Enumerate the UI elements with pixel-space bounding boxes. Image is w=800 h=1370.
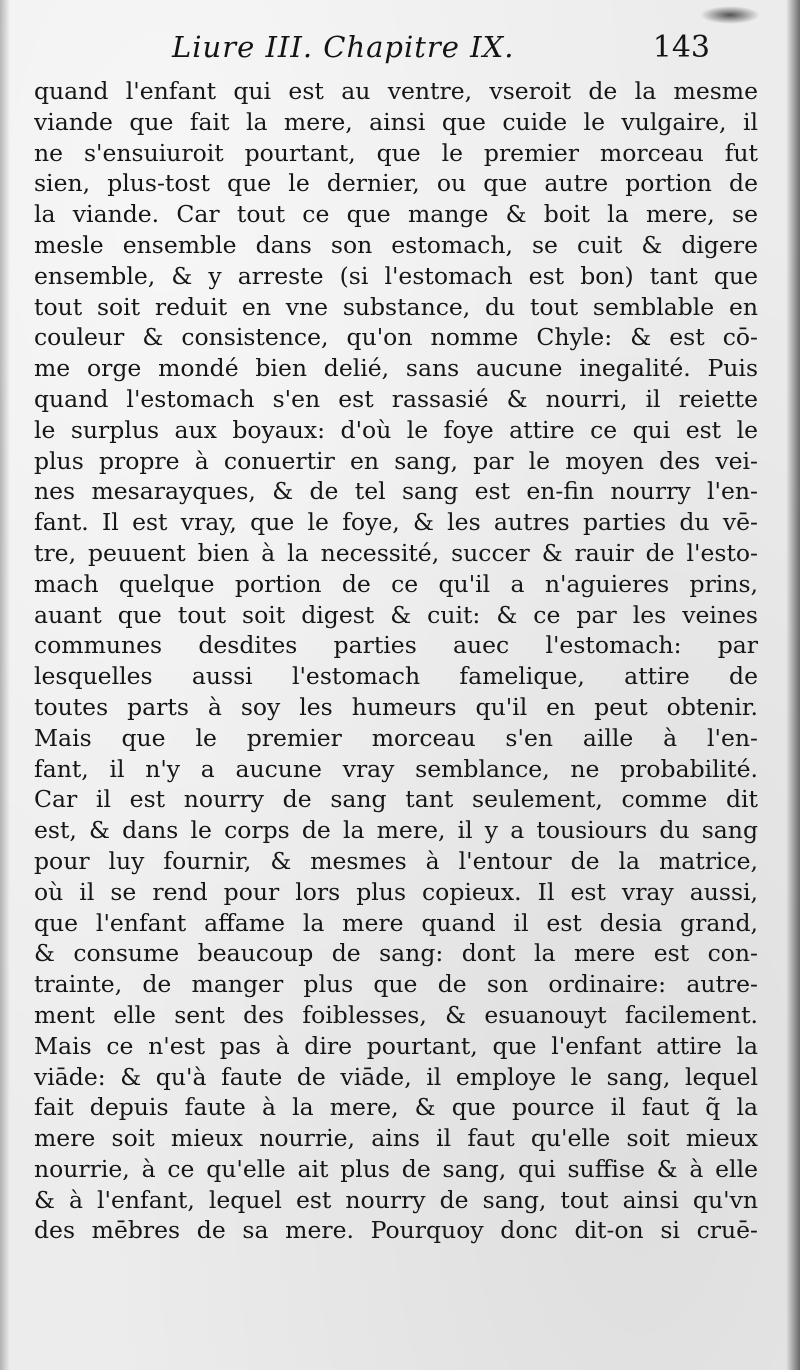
- text-line: nes mesarayques, & de tel sang est en-fin nourry l'en-: [34, 477, 758, 506]
- text-line: fant. Il est vray, que le foye, & les autres parties du vē-: [34, 508, 758, 537]
- text-line: tout soit reduit en vne substance, du tout semblable en: [34, 292, 758, 321]
- text-line: trainte, de manger plus que de son ordinaire: autre-: [34, 970, 758, 999]
- text-line: des mēbres de sa mere. Pourquoy donc dit-on si cruē-: [34, 1216, 758, 1245]
- page-number: 143: [652, 30, 710, 65]
- page-left-shadow: [0, 0, 10, 1370]
- text-line: lesquelles aussi l'estomach famelique, attire de: [34, 662, 758, 691]
- page-right-edge: [786, 0, 800, 1370]
- text-line: tre, peuuent bien à la necessité, succer & rauir de l'esto-: [34, 538, 758, 567]
- text-line: Mais que le premier morceau s'en aille à l'en-: [34, 723, 758, 752]
- text-line: Car il est nourry de sang tant seulement, comme dit: [34, 785, 758, 814]
- text-line: toutes parts à soy les humeurs qu'il en peut obtenir.: [34, 692, 758, 721]
- text-line: ment elle sent des foiblesses, & esuanouyt facilement.: [34, 1000, 758, 1029]
- body-text: [34, 76, 758, 1246]
- text-line: communes desdites parties auec l'estomach: par: [34, 631, 758, 660]
- text-line: viande que fait la mere, ainsi que cuide le vulgaire, il: [34, 107, 758, 136]
- text-line: quand l'estomach s'en est rassasié & nourri, il reiette: [34, 384, 758, 413]
- text-line: ne s'ensuiuroit pourtant, que le premier morceau fut: [34, 138, 758, 167]
- text-line: & à l'enfant, lequel est nourry de sang, tout ainsi qu'vn: [34, 1185, 758, 1214]
- text-line: mesle ensemble dans son estomach, se cuit & digere: [34, 230, 758, 259]
- text-line: viāde: & qu'à faute de viāde, il employe le sang, lequel: [34, 1062, 758, 1091]
- text-line: sien, plus-tost que le dernier, ou que autre portion de: [34, 169, 758, 198]
- text-line: & consume beaucoup de sang: dont la mere est con-: [34, 939, 758, 968]
- text-line: plus propre à conuertir en sang, par le moyen des vei-: [34, 446, 758, 475]
- text-line: mere soit mieux nourrie, ains il faut qu'elle soit mieux: [34, 1124, 758, 1153]
- text-line: Mais ce n'est pas à dire pourtant, que l'enfant attire la: [34, 1031, 758, 1060]
- text-line: auant que tout soit digest & cuit: & ce par les veines: [34, 600, 758, 629]
- text-line: est, & dans le corps de la mere, il y a tousiours du sang: [34, 816, 758, 845]
- text-line: ensemble, & y arreste (si l'estomach est bon) tant que: [34, 261, 758, 290]
- text-line: la viande. Car tout ce que mange & boit la mere, se: [34, 200, 758, 229]
- page-header: [150, 24, 710, 74]
- running-title: Liure III. Chapitre IX.: [172, 30, 515, 64]
- text-line: couleur & consistence, qu'on nomme Chyle: & est cō-: [34, 323, 758, 352]
- text-line: le surplus aux boyaux: d'où le foye attire ce qui est le: [34, 415, 758, 444]
- text-line: que l'enfant affame la mere quand il est desia grand,: [34, 908, 758, 937]
- ink-blot-mark: [700, 6, 760, 24]
- text-line: nourrie, à ce qu'elle ait plus de sang, qui suffise & à elle: [34, 1154, 758, 1183]
- text-line: mach quelque portion de ce qu'il a n'aguieres prins,: [34, 569, 758, 598]
- text-line: où il se rend pour lors plus copieux. Il est vray aussi,: [34, 877, 758, 906]
- text-line: pour luy fournir, & mesmes à l'entour de la matrice,: [34, 846, 758, 875]
- text-line: fait depuis faute à la mere, & que pource il faut q̃ la: [34, 1093, 758, 1122]
- text-line: quand l'enfant qui est au ventre, vseroit de la mesme: [34, 77, 758, 105]
- text-line: fant, il n'y a aucune vray semblance, ne probabilité.: [34, 754, 758, 783]
- text-line: me orge mondé bien delié, sans aucune inegalité. Puis: [34, 354, 758, 383]
